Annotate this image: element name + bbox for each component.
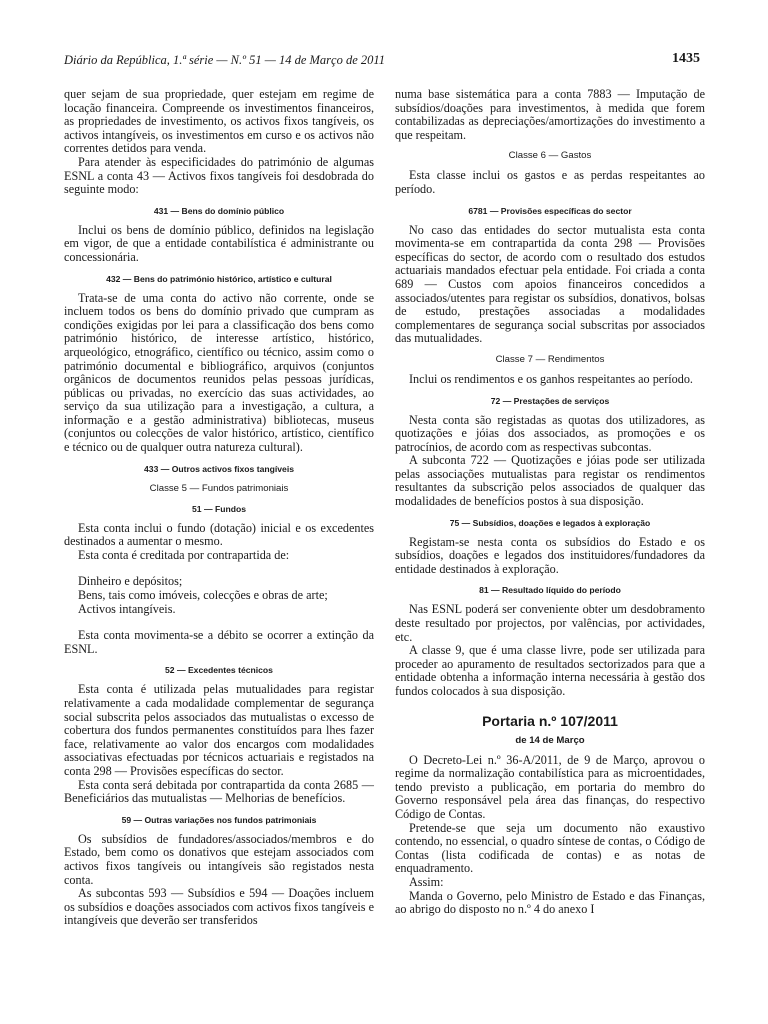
section-heading-72: 72 — Prestações de serviços	[490, 395, 610, 406]
paragraph: A subconta 722 — Quotizações e jóias pode ser utilizada pelas associações mutualistas para registar os rendimentos resultantes da subscrição pelos associados de qualquer das modalidades de benefícios postos à sua disposição.	[395, 453, 705, 509]
paragraph: Nesta conta são registadas as quotas dos utilizadores, as quotizações e jóias dos associados, as promoções e os patrocínios, de acordo com as respectivas subcontas.	[395, 412, 705, 454]
paragraph: O Decreto-Lei n.º 36-A/2011, de 9 de Março, aprovou o regime da normalização contabilística para as microentidades, tendo previsto a publicação, em portaria do membro do Governo responsável pela área das finanças, do respectivo Código de Contas.	[395, 752, 705, 821]
list-item: Bens, tais como imóveis, colecções e obras de arte;	[78, 588, 328, 603]
section-heading-51: 51 — Fundos	[192, 503, 246, 514]
paragraph: Trata-se de uma conta do activo não corrente, onde se incluem todos os bens do domínio privado que cumpram as condições exigidas por lei para a classificação dos bens como património histórico, de interesse artístico, histórico, arqueológico, etnográfico, científico ou técnico, assim como o património documental e bibliográfico, arquivos (conjuntos orgânicos de documentos reunidos pelas pessoas jurídicas, públicas ou privadas, no exercício das suas actividades, ao serviço da sua utilização para a investigação, a cultura, a informação e a gestão administrativa) bibliotecas, museus (conjuntos ou colecções de valor histórico, artístico, científico e técnico ou de qualquer outra natureza cultural).	[64, 290, 374, 455]
paragraph: A classe 9, que é uma classe livre, pode ser utilizada para proceder ao apuramento de resultados sectorizados para que a entidade obtenha a informação interna necessária à gestão dos fundos colocados à sua disposição.	[395, 643, 705, 698]
paragraph: Esta conta é utilizada pelas mutualidades para registar relativamente a cada modalidade complementar de segurança social subscrita pelos associados das mutualistas o excesso de cobertura dos fundos permanentes constituídos para lhes fazer face, relativamente ao valor dos encargos com modalidades associativas efectuadas por técnicos actuariais e registados na conta 298 — Provisões específicas do sector.	[64, 682, 374, 778]
paragraph: Esta conta inclui o fundo (dotação) inicial e os excedentes destinados a aumentar o mesmo.	[64, 520, 374, 549]
paragraph: Assim:	[409, 874, 444, 889]
paragraph: Esta conta é creditada por contrapartida de:	[78, 547, 290, 562]
paragraph: Para atender às especificidades do património de algumas ESNL a conta 43 — Activos fixos tangíveis foi desdobrada do seguinte modo:	[64, 154, 374, 197]
section-heading-59: 59 — Outras variações nos fundos patrimoniais	[121, 814, 317, 825]
class-heading-5: Classe 5 — Fundos patrimoniais	[149, 482, 289, 494]
paragraph: As subcontas 593 — Subsídios e 594 — Doações incluem os subsídios e doações associados com activos fixos tangíveis e intangíveis que deverão ser transferidos	[64, 886, 374, 928]
paragraph: numa base sistemática para a conta 7883 — Imputação de subsídios/doações para investimentos, à medida que forem contabilizadas as depreciações/amortizações do investimento a que respeitam.	[395, 87, 705, 142]
portaria-title: Portaria n.º 107/2011	[482, 712, 618, 729]
page-header	[64, 53, 704, 73]
paragraph: Esta classe inclui os gastos e as perdas respeitantes ao período.	[395, 168, 705, 196]
class-heading-6: Classe 6 — Gastos	[508, 150, 592, 162]
section-heading-81: 81 — Resultado líquido do período	[479, 585, 621, 596]
paragraph: Manda o Governo, pelo Ministro de Estado e das Finanças, ao abrigo do disposto no n.º 4 do anexo I	[395, 888, 705, 917]
section-heading-6781: 6781 — Provisões específicas do sector	[468, 205, 632, 216]
paragraph: Nas ESNL poderá ser conveniente obter um desdobramento deste resultado por projectos, por valências, por actividades, etc.	[395, 602, 705, 644]
section-heading-431: 431 — Bens do domínio público	[153, 205, 285, 216]
section-heading-432: 432 — Bens do património histórico, artístico e cultural	[106, 273, 332, 284]
section-heading-52: 52 — Excedentes técnicos	[165, 665, 273, 676]
paragraph: Inclui os rendimentos e os ganhos respeitantes ao período.	[409, 371, 693, 386]
left-column	[64, 88, 374, 928]
right-column	[395, 88, 705, 917]
class-heading-7: Classe 7 — Rendimentos	[495, 353, 605, 365]
paragraph: No caso das entidades do sector mutualista esta conta movimenta-se em contrapartida da conta 298 — Provisões específicas do sector, de acordo com o resultado dos estudos actuariais mandados efectuar pela entidade. Foi criada a conta 689 — Custos com apoios financeiros concedidos a associados/utentes para registar os subsídios, donativos, bolsas de estudo, prestações associadas a modalidades complementares de segurança social subscritas por associados das mutualidades.	[395, 222, 705, 346]
section-heading-433: 433 — Outros activos fixos tangíveis	[144, 463, 294, 474]
paragraph: Esta conta será debitada por contrapartida da conta 2685 — Beneficiários das mutualistas — Melhorias de benefícios.	[64, 777, 374, 806]
paragraph: Os subsídios de fundadores/associados/membros e do Estado, bem como os donativos que estejam associados com activos fixos tangíveis ou intangíveis são registados nesta conta.	[64, 831, 374, 887]
list-item: Activos intangíveis.	[78, 601, 176, 616]
section-heading-75: 75 — Subsídios, doações e legados à exploração	[449, 517, 651, 528]
paragraph: Pretende-se que seja um documento não exaustivo contendo, no essencial, o quadro síntese de contas, o Código de Contas (lista codificada de contas) e as notas de enquadramento.	[395, 820, 705, 876]
running-title: Diário da República, 1.ª série — N.º 51 — 14 de Março de 2011	[64, 53, 385, 67]
page-number: 1435	[672, 51, 700, 66]
paragraph: Registam-se nesta conta os subsídios do Estado e os subsídios, doações e legados dos instituidores/fundadores da entidade destinados à exploração.	[395, 534, 705, 576]
paragraph: Esta conta movimenta-se a débito se ocorrer a extinção da ESNL.	[64, 628, 374, 656]
paragraph: quer sejam de sua propriedade, quer estejam em regime de locação financeira. Compreende os investimentos financeiros, as propriedades de investimento, os activos fixos tangíveis, os activos intangíveis, os investimentos em curso e os activos não correntes detidos para venda.	[64, 87, 374, 156]
portaria-date: de 14 de Março	[515, 734, 585, 746]
paragraph: Inclui os bens de domínio público, definidos na legislação em vigor, de que a entidade contabilística é administrante ou concessionária.	[64, 222, 374, 264]
list-item: Dinheiro e depósitos;	[78, 574, 183, 589]
